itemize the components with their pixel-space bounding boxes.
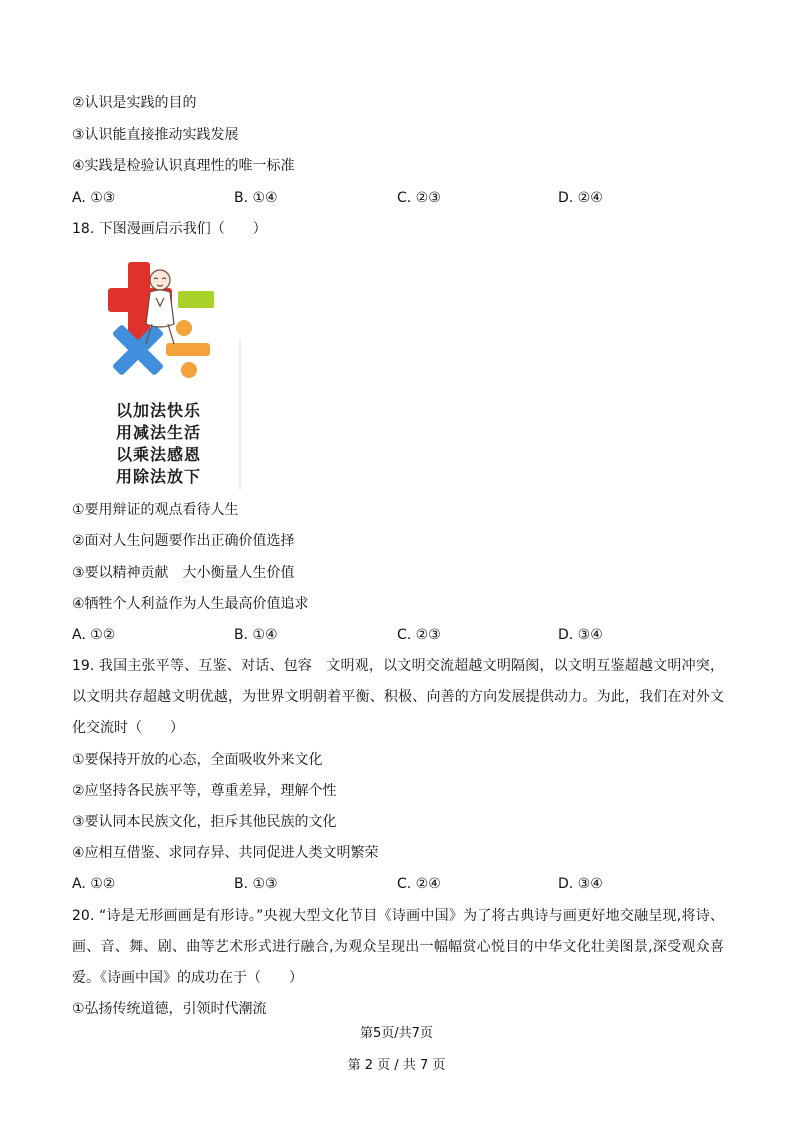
q17-option-c: C. ②③	[397, 190, 441, 206]
q20-item-1: ①弘扬传统道德，引领时代潮流	[72, 1001, 267, 1017]
q18-item-2: ②面对人生问题要作出正确价值选择	[72, 533, 295, 549]
outer-page-number: 第 2 页 / 共 7 页	[347, 1058, 446, 1073]
q18-options	[72, 625, 732, 645]
q18-stem: 18. 下图漫画启示我们（ ）	[72, 221, 267, 237]
q18-item-4: ④牺牲个人利益作为人生最高价值追求	[72, 596, 309, 612]
q20-stem: 20. “诗是无形画画是有形诗。”央视大型文化节目《诗画中国》为了将古典诗与画更好地交融呈现,将诗、画、音、舞、剧、曲等艺术形式进行融合,为观众呈现出一幅幅赏心悦目的中华文化壮美图景,深受观众喜爱。《诗画中国》的成功在于（ ）	[72, 908, 724, 986]
q17-option-b: B. ①④	[234, 190, 278, 206]
q19-item-4: ④应相互借鉴、求同存异、共同促进人类文明繁荣	[72, 845, 379, 861]
cartoon-caption-line-4: 用除法放下	[116, 467, 202, 486]
q17-option-a: A. ①③	[72, 190, 116, 206]
q18-item-3: ③要以精神贡献 大小衡量人生价值	[72, 565, 295, 581]
q17-item-3: ③认识能直接推动实践发展	[72, 127, 239, 143]
q19-option-a: A. ①②	[72, 876, 116, 892]
q18-option-a: A. ①②	[72, 627, 116, 643]
q19-option-b: B. ①③	[234, 876, 278, 892]
q19-options	[72, 874, 732, 894]
q17-options	[72, 188, 732, 208]
divide-sign-icon	[166, 320, 210, 378]
q19-stem: 19. 我国主张平等、互鉴、对话、包容 文明观，以文明交流超越文明隔阂，以文明互鉴超越文明冲突，以文明共存超越文明优越，为世界文明朝着平衡、积极、向善的方向发展提供动力。为此，我们在对外文化交流时（ ）	[72, 658, 724, 736]
q17-item-2: ②认识是实践的目的	[72, 95, 197, 111]
inner-page-number: 第5页/共7页	[360, 1026, 433, 1041]
q18-item-1: ①要用辩证的观点看待人生	[72, 502, 239, 518]
q18-option-c: C. ②③	[397, 627, 441, 643]
q19-item-3: ③要认同本民族文化，拒斥其他民族的文化	[72, 814, 337, 830]
q18-option-d: D. ③④	[558, 627, 603, 643]
minus-sign-icon	[178, 291, 214, 308]
cartoon-caption-line-2: 用减法生活	[116, 423, 202, 442]
q19-option-c: C. ②④	[397, 876, 441, 892]
cartoon-caption-line-3: 以乘法感恩	[116, 445, 202, 464]
q17-item-4: ④实践是检验认识真理性的唯一标准	[72, 158, 295, 174]
q19-item-2: ②应坚持各民族平等，尊重差异，理解个性	[72, 783, 337, 799]
q19-option-d: D. ③④	[558, 876, 603, 892]
q17-option-d: D. ②④	[558, 190, 603, 206]
q19-item-1: ①要保持开放的心态，全面吸收外来文化	[72, 752, 323, 768]
q18-cartoon-image	[104, 258, 244, 490]
cartoon-caption-line-1: 以加法快乐	[116, 401, 202, 420]
q18-option-b: B. ①④	[234, 627, 278, 643]
